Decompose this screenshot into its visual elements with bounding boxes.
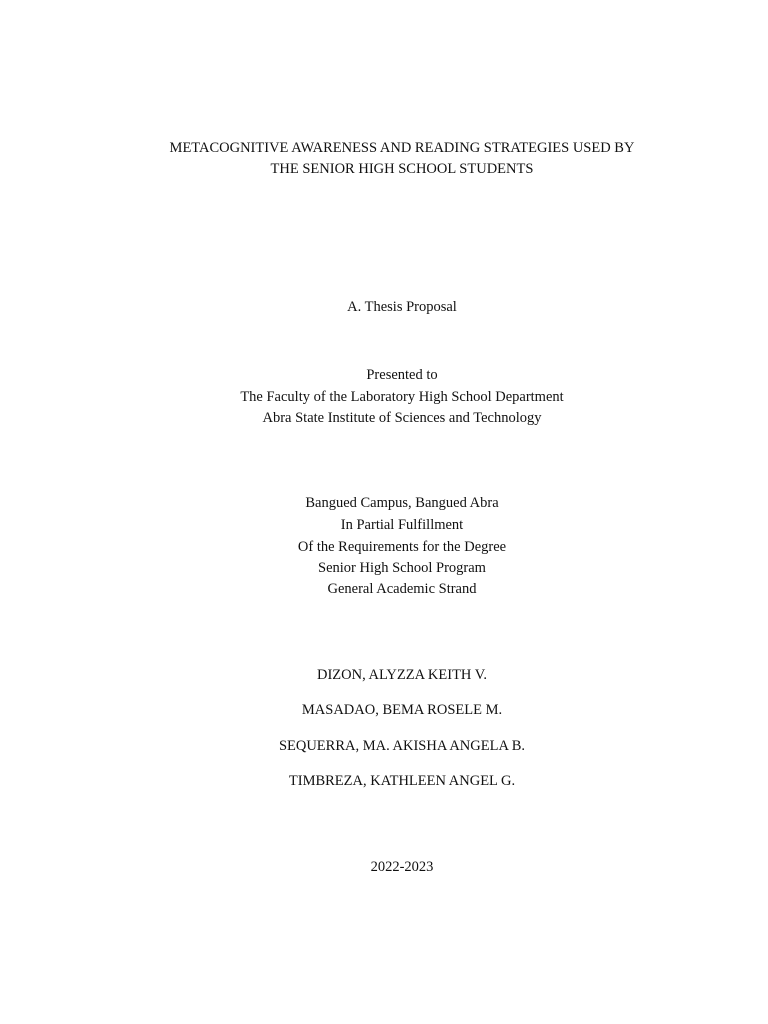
campus-location: Bangued Campus, Bangued Abra [305, 495, 499, 511]
strand-name: General Academic Strand [327, 581, 477, 597]
presented-to: Presented to [366, 367, 438, 383]
proposal-type: A. Thesis Proposal [347, 299, 457, 315]
title-line-1: METACOGNITIVE AWARENESS AND READING STRATEGIES USED BY [169, 140, 635, 156]
degree-requirements: Of the Requirements for the Degree [297, 539, 507, 555]
title-line-2: THE SENIOR HIGH SCHOOL STUDENTS [270, 161, 534, 177]
author-2: MASADAO, BEMA ROSELE M. [301, 702, 503, 718]
institution-name: Abra State Institute of Sciences and Technology [262, 410, 542, 426]
author-3: SEQUERRA, MA. AKISHA ANGELA B. [278, 738, 526, 754]
partial-fulfillment: In Partial Fulfillment [340, 517, 464, 533]
author-1: DIZON, ALYZZA KEITH V. [317, 667, 487, 683]
author-4: TIMBREZA, KATHLEEN ANGEL G. [288, 773, 516, 789]
faculty-name: The Faculty of the Laboratory High School Department [240, 389, 564, 405]
academic-year: 2022-2023 [370, 859, 434, 875]
program-name: Senior High School Program [318, 560, 486, 576]
